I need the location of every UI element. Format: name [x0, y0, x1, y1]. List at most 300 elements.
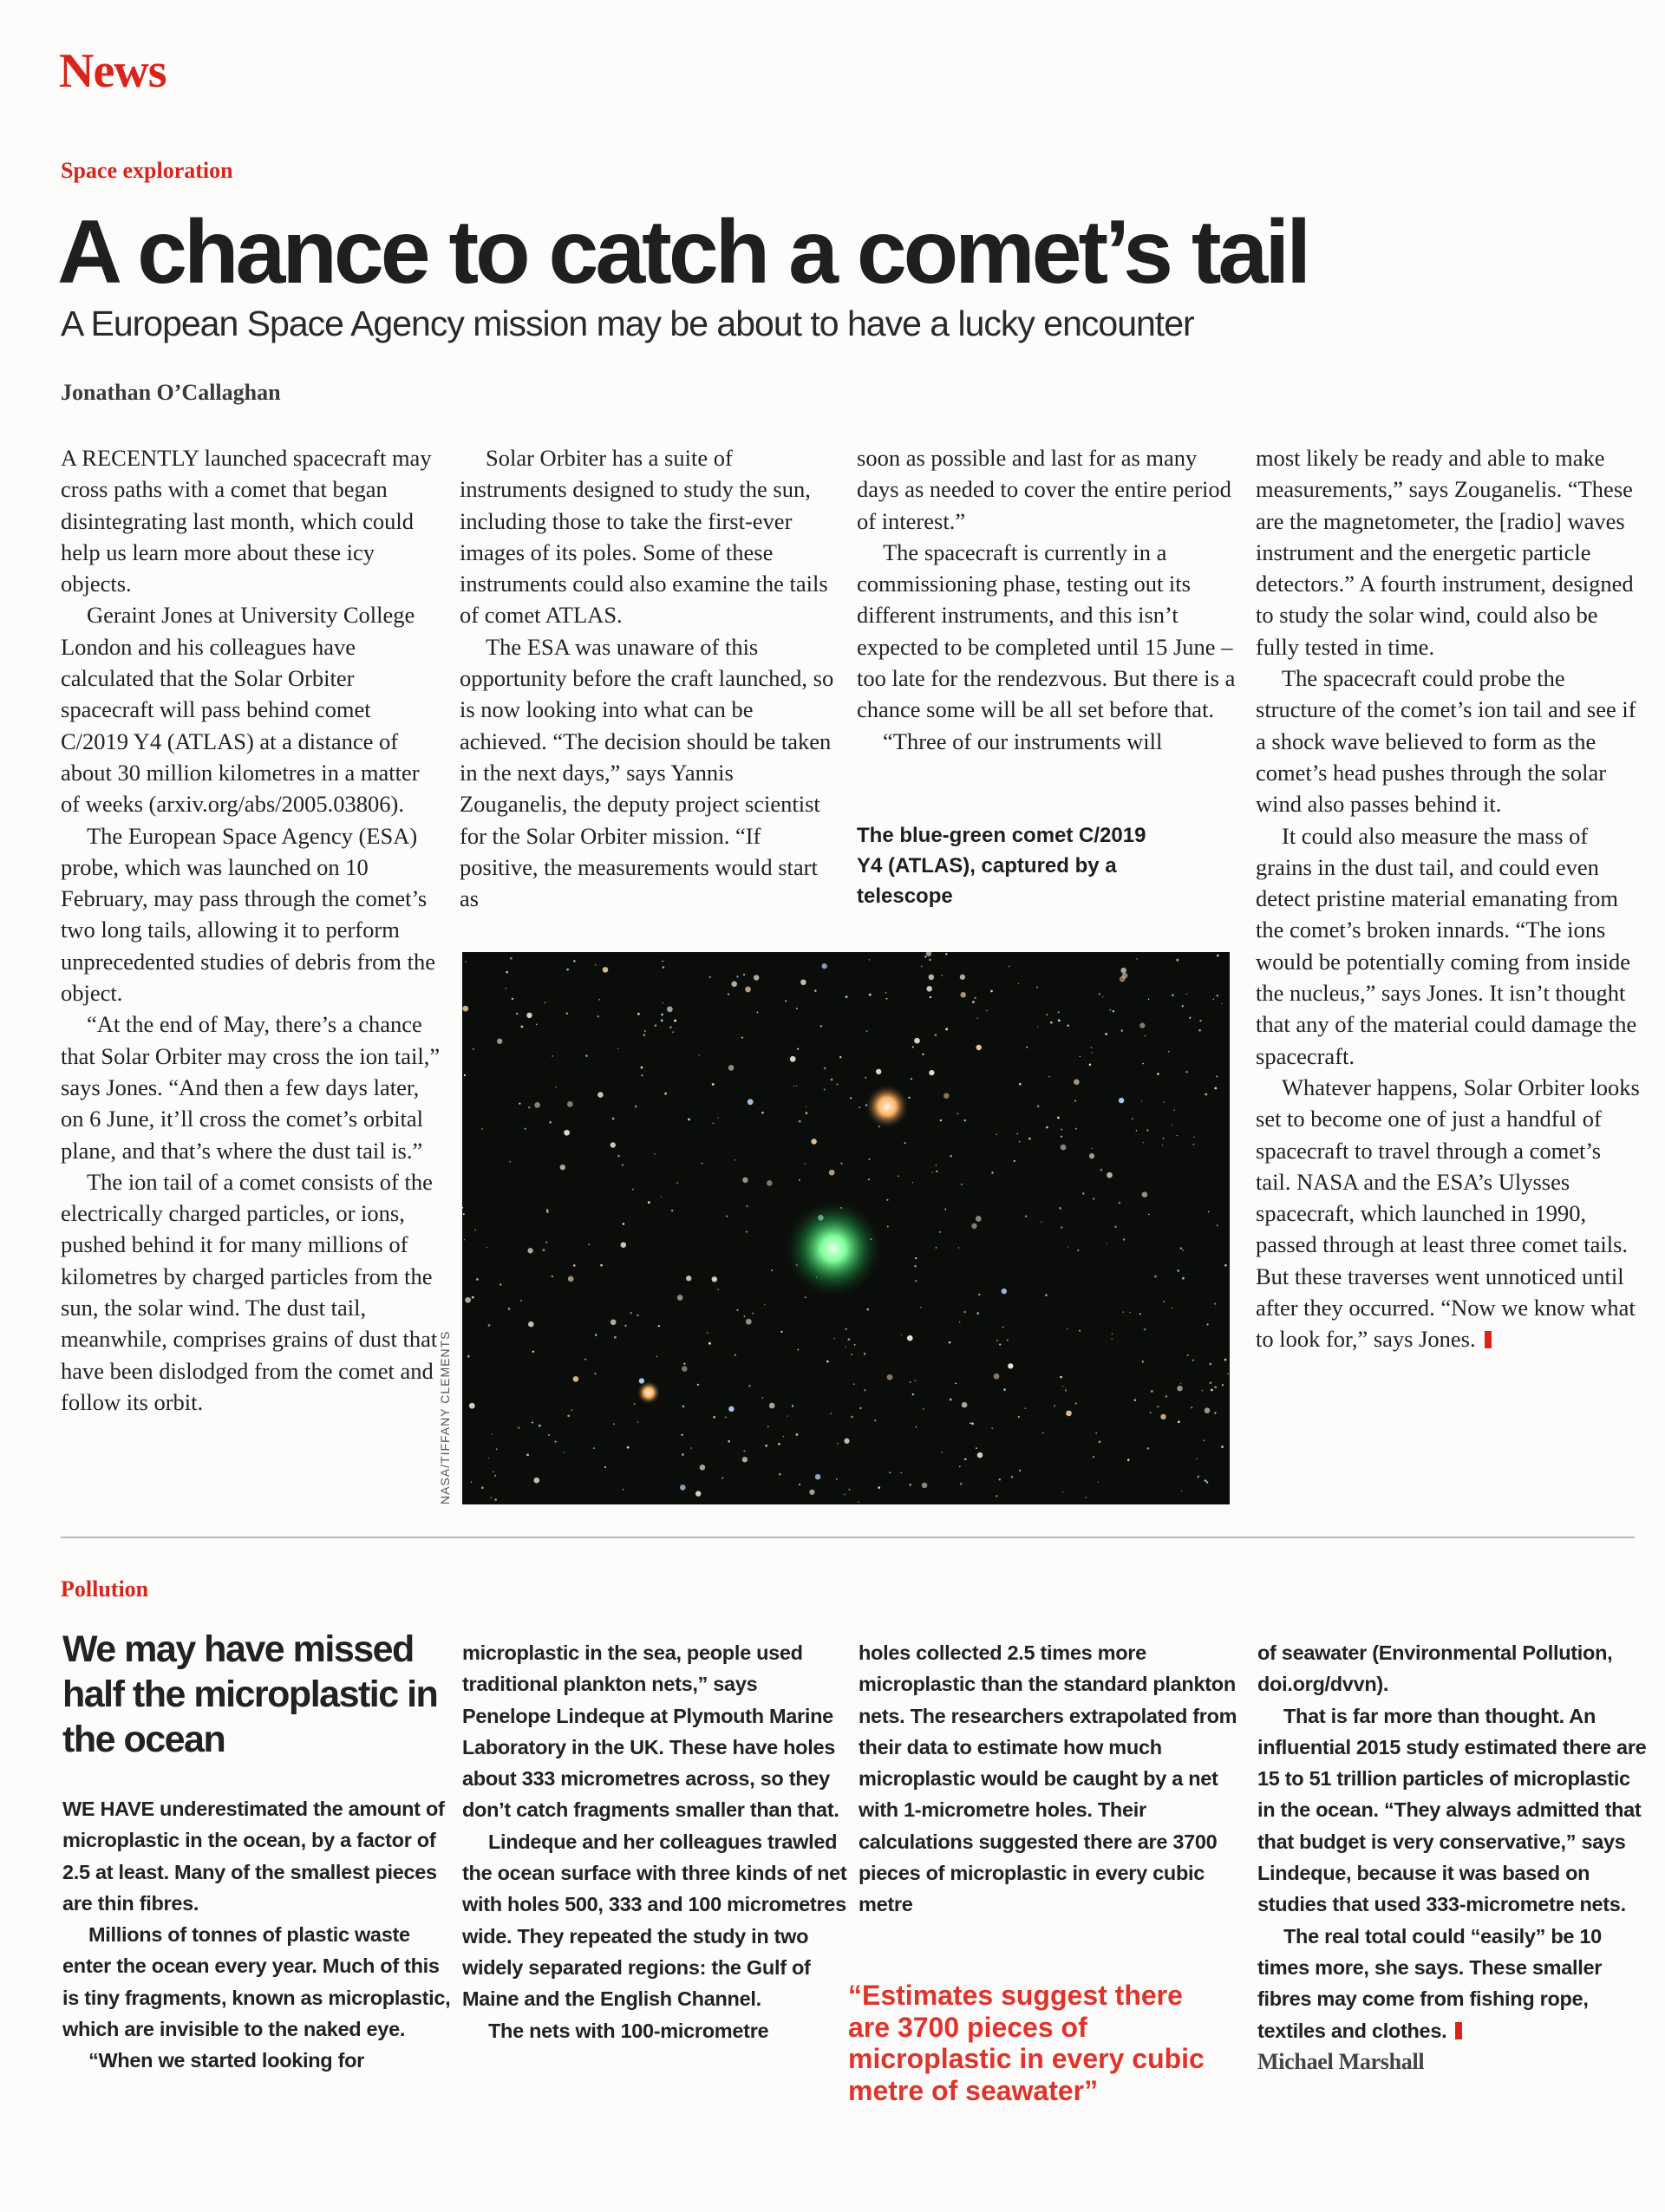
star — [1207, 1323, 1209, 1325]
star — [848, 1489, 850, 1491]
star — [824, 1067, 826, 1070]
star — [595, 964, 596, 965]
comet-photo — [462, 952, 1230, 1504]
star — [1163, 1138, 1165, 1139]
star — [1193, 1137, 1194, 1138]
star — [682, 1406, 685, 1408]
star — [536, 1024, 537, 1025]
star — [508, 1308, 511, 1310]
star — [667, 1007, 673, 1013]
star — [588, 1243, 590, 1245]
star — [701, 1163, 702, 1165]
star — [736, 975, 739, 978]
star — [964, 1458, 967, 1461]
star — [1018, 983, 1019, 984]
star — [722, 1477, 723, 1478]
star — [1025, 1407, 1026, 1408]
star — [904, 1142, 906, 1144]
star — [713, 1123, 714, 1124]
paragraph: most likely be ready and able to make measurements,” says Zouganelis. “These are the magnetometer, the [radio] waves instrument and the energetic particle detectors.” A fourth instrument, designed to study the solar wind, could also be fully tested in time. — [1256, 445, 1634, 660]
starfield-image — [462, 952, 1230, 1504]
star — [1197, 1476, 1199, 1478]
star — [885, 998, 887, 1000]
star — [830, 1413, 832, 1414]
star — [510, 957, 513, 960]
star — [1061, 1226, 1062, 1228]
star — [1093, 1198, 1094, 1200]
star — [481, 1486, 484, 1489]
star — [977, 1452, 983, 1458]
star — [555, 1086, 557, 1088]
star — [746, 1231, 748, 1233]
star — [464, 1239, 465, 1240]
star — [492, 1434, 493, 1435]
star — [1060, 1376, 1062, 1379]
star — [1014, 1160, 1015, 1162]
star — [564, 1130, 570, 1136]
star — [976, 1017, 978, 1019]
star — [597, 1092, 604, 1098]
star — [637, 1315, 638, 1316]
paragraph: Lindeque and her colleagues trawled the ocean surface with three kinds of net with holes 500, 333 and 100 micrometres wide. They repeated the study in two widely separated regions: the Gulf of Maine and the English Channel. — [462, 1830, 847, 2011]
star — [1100, 1169, 1103, 1171]
star — [901, 1334, 902, 1335]
star — [1213, 999, 1214, 1000]
star — [898, 1176, 899, 1178]
star — [567, 1414, 570, 1417]
paragraph: WE HAVE underestimated the amount of microplastic in the ocean, by a factor of 2.5 at least. Many of the smallest pieces are thin fibres. — [62, 1798, 445, 1915]
star — [1217, 1224, 1218, 1226]
star — [978, 1294, 980, 1295]
paragraph: microplastic in the sea, people used traditional plankton nets,” says Penelope Lindeque at Plymouth Marine Laboratory in the UK. These have holes about 333 micrometres across, so they don’t catch fragments smaller than that. — [462, 1641, 839, 1822]
paragraph: The spacecraft is currently in a commissioning phase, testing out its different instruments, and this isn’t expected to be completed until 15 June – too late for the rendezvous. But there is a chance some will be all set before that. — [857, 538, 1236, 723]
star — [824, 1089, 826, 1091]
star — [936, 1247, 937, 1249]
star — [767, 1426, 769, 1427]
star — [474, 1230, 476, 1231]
star — [1145, 1035, 1146, 1036]
star — [762, 1397, 763, 1398]
star — [795, 1085, 797, 1086]
star — [526, 1013, 532, 1018]
star — [910, 1381, 911, 1383]
star — [1050, 1021, 1053, 1024]
star — [686, 1276, 691, 1281]
star — [887, 1374, 893, 1380]
star — [874, 1419, 876, 1421]
star — [571, 1410, 573, 1412]
star — [1102, 996, 1104, 998]
star — [1054, 1405, 1055, 1406]
star — [1180, 1247, 1182, 1249]
star — [516, 1013, 518, 1015]
article-column-2 — [460, 442, 841, 914]
star — [476, 1278, 479, 1281]
star — [962, 1402, 968, 1408]
section-label: News — [59, 44, 166, 98]
star — [783, 1436, 784, 1437]
star — [1091, 1148, 1092, 1149]
star — [677, 1295, 683, 1301]
star — [950, 1155, 951, 1157]
star — [999, 1343, 1001, 1345]
star — [970, 1422, 971, 1424]
star — [912, 1182, 913, 1183]
star — [1210, 1363, 1212, 1366]
star — [1196, 1458, 1197, 1459]
star — [1217, 995, 1219, 997]
star — [728, 993, 729, 995]
star — [1092, 1052, 1093, 1053]
star — [1221, 1445, 1224, 1448]
star — [491, 1497, 492, 1498]
star — [844, 1494, 846, 1496]
star — [1114, 1226, 1117, 1229]
star — [671, 1210, 673, 1211]
star — [1136, 958, 1138, 960]
star — [1041, 1221, 1042, 1223]
star — [662, 1002, 663, 1004]
star — [744, 1315, 746, 1317]
star — [815, 1474, 820, 1479]
star — [635, 1106, 637, 1107]
star — [976, 1045, 982, 1050]
star — [566, 1013, 568, 1015]
star — [839, 1056, 841, 1058]
star — [944, 1093, 950, 1099]
star — [543, 1249, 545, 1251]
star — [506, 971, 508, 974]
star — [1062, 1386, 1063, 1387]
star — [735, 1354, 736, 1356]
section-divider — [61, 1537, 1635, 1538]
star — [743, 974, 745, 975]
star — [976, 1216, 982, 1222]
star — [1062, 1491, 1063, 1492]
star — [552, 1276, 553, 1277]
star — [555, 1441, 557, 1443]
star — [909, 1484, 911, 1486]
star — [1142, 1191, 1148, 1197]
star — [1146, 1129, 1148, 1131]
star — [1045, 1294, 1048, 1296]
star — [669, 1026, 672, 1028]
star — [465, 1297, 471, 1303]
star — [926, 986, 932, 992]
star — [1061, 1136, 1062, 1138]
star — [1058, 1020, 1061, 1022]
star — [712, 1083, 715, 1086]
star — [1177, 1386, 1183, 1392]
star — [991, 1427, 993, 1429]
star — [1192, 1360, 1194, 1361]
star — [1151, 1390, 1153, 1393]
star — [756, 1012, 758, 1014]
star — [1142, 1063, 1143, 1064]
star — [662, 961, 663, 962]
star — [709, 976, 711, 978]
paragraph-text: The real total could “easily” be 10 times more, she says. These smaller fibres may come from fishing rope, textiles and clothes. — [1257, 1924, 1603, 2042]
star — [526, 1454, 529, 1457]
star — [1163, 1102, 1164, 1103]
paragraph: The European Space Agency (ESA) probe, which was launched on 10 February, may pass through the comet’s two long tails, allowing it to perform unprecedented studies of debris from the object. — [61, 822, 435, 1007]
star — [532, 1351, 534, 1353]
star — [603, 967, 609, 973]
paragraph: Millions of tonnes of plastic waste enter the ocean every year. Much of this is tiny fragments, known as microplastic, which are invisible to the naked eye. — [62, 1923, 451, 2041]
paragraph: That is far more than thought. An influential 2015 study estimated there are 15 to 51 trillion particles of microplastic in the ocean. “They always admitted that that budget is very conservative,” says Lindeque, because it was based on studies that used 333-micrometre nets. — [1257, 1704, 1647, 1916]
star — [1139, 1023, 1145, 1028]
star — [809, 1490, 814, 1495]
star — [804, 1163, 806, 1165]
star — [959, 1321, 960, 1322]
star — [682, 1434, 683, 1436]
article-headline: We may have missed half the microplastic in the ocean — [62, 1628, 438, 1760]
end-mark — [1455, 2022, 1462, 2039]
star — [1141, 1100, 1142, 1101]
star — [819, 1025, 822, 1028]
star — [566, 969, 569, 971]
star — [1037, 1105, 1040, 1107]
star — [940, 1119, 942, 1121]
star — [974, 997, 976, 999]
star — [549, 1121, 552, 1124]
star — [1113, 1010, 1114, 1012]
star — [712, 1276, 717, 1282]
star — [525, 1128, 526, 1130]
star — [585, 1055, 587, 1057]
star — [518, 1426, 519, 1428]
star — [778, 1443, 780, 1445]
star — [1098, 1482, 1099, 1483]
star — [929, 1070, 934, 1075]
star — [1148, 999, 1149, 1000]
star — [1154, 1276, 1157, 1278]
star — [929, 975, 935, 981]
article-kicker: Pollution — [61, 1576, 149, 1602]
star — [836, 1478, 838, 1480]
star — [643, 1034, 646, 1036]
star — [548, 1434, 550, 1436]
star — [717, 1289, 719, 1290]
star — [598, 999, 600, 1001]
star — [1048, 1076, 1050, 1078]
star — [1068, 1025, 1069, 1027]
star — [1172, 995, 1173, 996]
star — [676, 1182, 678, 1184]
paragraph — [1257, 1921, 1648, 2046]
star — [1148, 1214, 1150, 1216]
star — [469, 1403, 475, 1409]
star — [869, 959, 870, 960]
star — [1082, 1192, 1084, 1194]
star — [742, 1457, 748, 1462]
star — [1208, 1211, 1209, 1212]
star — [1091, 1047, 1093, 1048]
star — [1157, 1406, 1159, 1407]
star — [799, 1179, 800, 1181]
star — [688, 1119, 690, 1121]
article-byline: Jonathan O’Callaghan — [61, 380, 281, 405]
star — [858, 1502, 859, 1503]
star — [1066, 1411, 1072, 1417]
star — [497, 1039, 502, 1044]
star — [728, 1406, 734, 1412]
star — [725, 1417, 727, 1419]
paragraph: “Three of our instruments will — [883, 728, 1163, 754]
star — [886, 1199, 888, 1201]
star — [1205, 1407, 1211, 1413]
star — [912, 1046, 914, 1047]
star — [1129, 1312, 1130, 1313]
paragraph: A RECENTLY launched spacecraft may cross paths with a comet that began disintegrating last month, which could help us learn more about these icy objects. — [61, 445, 432, 597]
star — [960, 992, 965, 997]
star — [754, 975, 759, 980]
star — [1074, 1100, 1076, 1102]
star — [707, 1332, 708, 1333]
star — [699, 1055, 700, 1056]
star — [545, 1242, 547, 1243]
star — [841, 1163, 843, 1165]
star — [994, 1374, 1000, 1380]
star — [528, 1106, 531, 1109]
star — [1202, 1390, 1203, 1391]
paragraph: “When we started looking for — [88, 2049, 365, 2072]
star — [1111, 1338, 1112, 1339]
star — [622, 1165, 624, 1166]
star — [785, 1000, 787, 1002]
star — [1177, 1135, 1178, 1136]
star — [1046, 1126, 1048, 1129]
star — [915, 1280, 917, 1282]
star — [1009, 966, 1010, 968]
star — [663, 966, 665, 969]
star — [1007, 1340, 1009, 1341]
star — [971, 1223, 976, 1229]
star — [690, 1447, 692, 1449]
star — [942, 975, 944, 976]
star — [613, 1423, 615, 1425]
star — [463, 1213, 465, 1215]
star — [761, 1112, 764, 1114]
comet-head — [783, 1198, 884, 1299]
star — [610, 1320, 617, 1326]
star — [1168, 1051, 1170, 1053]
star — [964, 1119, 966, 1121]
star — [1105, 1033, 1107, 1035]
star — [1205, 1479, 1206, 1481]
star — [1120, 968, 1126, 974]
star — [743, 1450, 745, 1452]
star — [672, 1031, 674, 1033]
star — [708, 1342, 711, 1345]
star — [1157, 1073, 1159, 1075]
star — [1211, 1389, 1213, 1392]
star — [767, 1180, 773, 1186]
star — [1142, 1360, 1144, 1362]
star — [632, 1189, 634, 1191]
star — [901, 1472, 902, 1473]
star — [519, 1103, 520, 1105]
star — [697, 1384, 699, 1386]
star — [664, 1093, 667, 1095]
star — [648, 1201, 650, 1204]
star — [1095, 1432, 1097, 1434]
star — [1203, 1439, 1205, 1441]
star — [915, 1380, 917, 1382]
star — [500, 1283, 501, 1285]
star — [520, 1300, 522, 1302]
star — [1182, 1250, 1184, 1251]
star — [996, 1340, 998, 1341]
star — [916, 1426, 917, 1428]
star — [728, 1440, 730, 1443]
star — [779, 1473, 781, 1476]
star — [467, 1355, 470, 1358]
star — [654, 1153, 656, 1155]
star — [1109, 1009, 1111, 1011]
star — [1061, 1145, 1067, 1151]
star — [1186, 993, 1188, 995]
star — [945, 953, 947, 955]
star — [797, 1048, 799, 1050]
star — [1089, 1153, 1094, 1158]
star — [831, 1079, 833, 1081]
article-kicker: Space exploration — [61, 158, 233, 183]
star — [957, 1113, 959, 1115]
star — [624, 1325, 626, 1327]
article-column-4 — [1257, 1637, 1648, 2078]
end-mark — [1485, 1331, 1492, 1348]
star — [936, 1171, 937, 1172]
star — [471, 1481, 472, 1482]
star — [914, 1265, 917, 1268]
photo-caption: The blue-green comet C/2019 Y4 (ATLAS), captured by a telescope — [857, 824, 1146, 908]
star — [1198, 1029, 1201, 1032]
star — [945, 1028, 948, 1030]
star — [922, 1483, 928, 1489]
star — [799, 1120, 801, 1123]
star — [1214, 1303, 1216, 1305]
star — [822, 963, 827, 969]
photo-credit: NASA/TIFFANY CLEMENTS — [438, 1330, 452, 1504]
star — [958, 1247, 959, 1248]
star — [546, 1209, 548, 1210]
star — [911, 1078, 912, 1080]
star — [1019, 1141, 1020, 1142]
star — [1018, 1416, 1020, 1418]
star — [1042, 1432, 1044, 1433]
star — [527, 1248, 532, 1253]
star — [939, 1231, 941, 1233]
star — [532, 1421, 533, 1423]
star — [560, 1165, 565, 1170]
star — [521, 1026, 524, 1028]
star — [641, 1067, 643, 1069]
star — [921, 965, 923, 967]
star — [481, 1128, 483, 1130]
star — [728, 1065, 735, 1071]
star — [960, 1483, 962, 1484]
star — [1123, 1238, 1125, 1240]
star — [799, 1484, 800, 1485]
star — [854, 1344, 856, 1346]
article-headline: A chance to catch a comet’s tail — [57, 202, 1309, 303]
star — [915, 1257, 917, 1259]
star — [829, 1170, 835, 1176]
star — [1002, 1327, 1004, 1328]
star — [745, 987, 751, 993]
star — [568, 1276, 574, 1282]
